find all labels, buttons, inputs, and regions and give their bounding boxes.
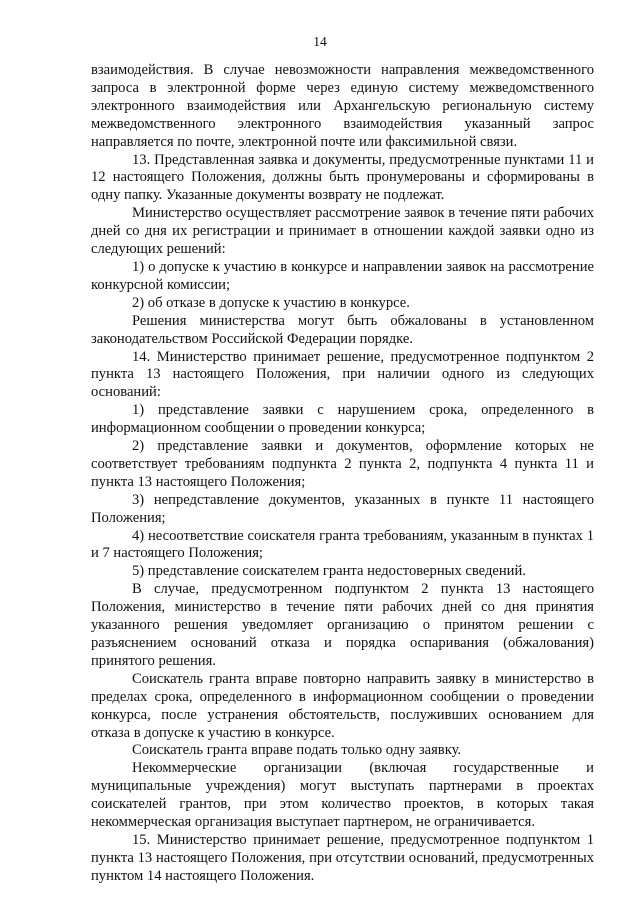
paragraph-13: 13. Представленная заявка и документы, предусмотренные пунктами 11 и 12 настоящего Положения, должны быть пронумерованы и сформированы в одну папку. Указанные документы возврату не подлежат. <box>91 151 594 204</box>
paragraph-review: Министерство осуществляет рассмотрение заявок в течение пяти рабочих дней со дня их регистрации и принимает в отношении каждой заявки одно из следующих решений: <box>91 205 594 258</box>
paragraph-14: 14. Министерство принимает решение, предусмотренное подпунктом 2 пункта 13 настоящего Положения, при наличии одного из следующих оснований: <box>91 348 594 401</box>
paragraph-appeal: Решения министерства могут быть обжалованы в установленном законодательством Российской Федерации порядке. <box>91 312 594 347</box>
list-item: 2) об отказе в допуске к участию в конкурсе. <box>132 294 410 311</box>
list-item: 2) представление заявки и документов, оформление которых не соответствует требованиям подпункта 2 пункта 2, подпункта 4 пункта 11 и пункта 13 настоящего Положения; <box>91 438 594 490</box>
page-number: 14 <box>313 34 327 49</box>
paragraph-single-application: Соискатель гранта вправе подать только одну заявку. <box>132 742 462 759</box>
list-item: 3) непредставление документов, указанных в пункте 11 настоящего Положения; <box>91 491 594 526</box>
document-body <box>91 62 594 886</box>
list-item: 1) о допуске к участию в конкурсе и направлении заявок на рассмотрение конкурсной комиссии; <box>91 258 594 293</box>
paragraph-15: 15. Министерство принимает решение, предусмотренное подпунктом 1 пункта 13 настоящего Положения, при отсутствии оснований, предусмотренных пунктом 14 настоящего Положения. <box>91 831 594 884</box>
list-item: 1) представление заявки с нарушением срока, определенного в информационном сообщении о проведении конкурса; <box>91 402 594 437</box>
list-item: 5) представление соискателем гранта недостоверных сведений. <box>132 563 526 580</box>
paragraph-resubmission: Соискатель гранта вправе повторно направить заявку в министерство в пределах срока, определенного в информационном сообщении о проведении конкурса, после устранения обстоятельств, послуживших основанием для отказа в допуске к участию в конкурсе. <box>91 670 594 741</box>
paragraph-continuation: взаимодействия. В случае невозможности направления межведомственного запроса в электронной форме через единую систему межведомственного электронного взаимодействия или Архангельскую региональную систему межведомственного электронного взаимодействия указанный запрос направляется по почте, электронной почте или факсимильной связи. <box>91 62 594 150</box>
paragraph-notification: В случае, предусмотренном подпунктом 2 пункта 13 настоящего Положения, министерство в течение пяти рабочих дней со дня принятия указанного решения уведомляет организацию о принятом решении с разъяснением оснований отказа и порядка оспаривания (обжалования) принятого решения. <box>91 581 594 669</box>
paragraph-partners: Некоммерческие организации (включая государственные и муниципальные учреждения) могут выступать партнерами в проектах соискателей грантов, при этом количество проектов, в которых такая некоммерческая организация выступает партнером, не ограничивается. <box>91 760 594 831</box>
list-item: 4) несоответствие соискателя гранта требованиям, указанным в пунктах 1 и 7 настоящего Положения; <box>91 527 594 562</box>
